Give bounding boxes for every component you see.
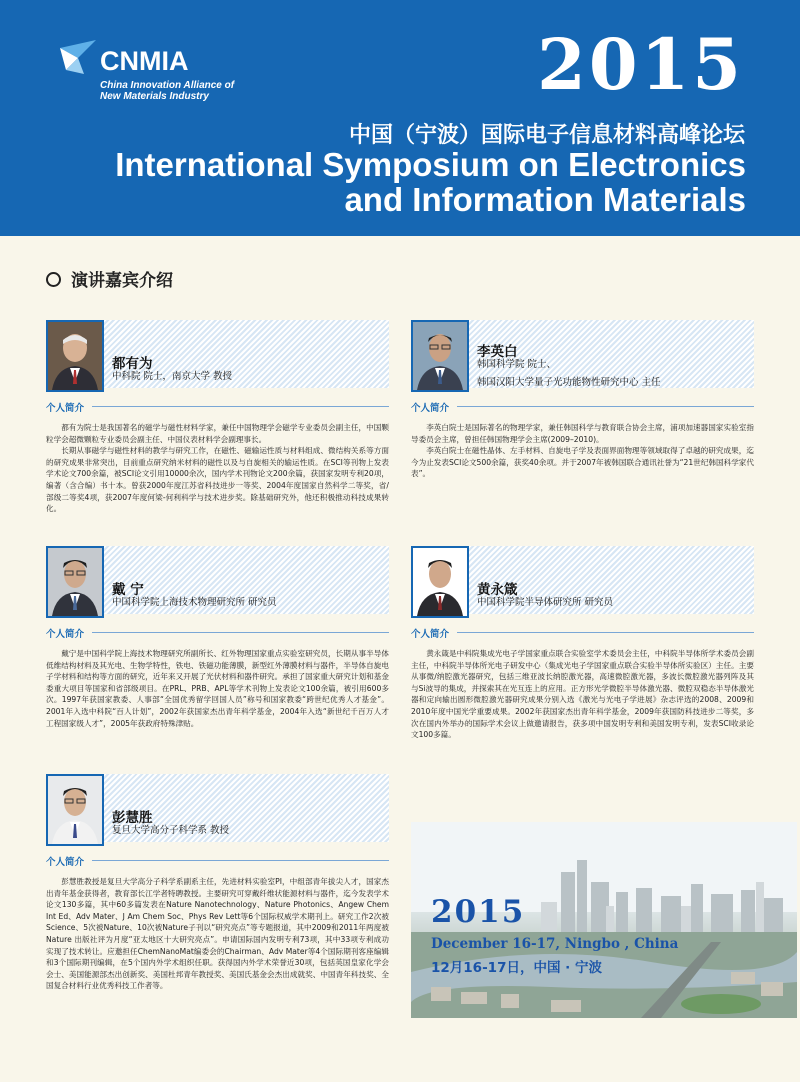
speaker-affiliation: 中国科学院上海技术物理研究所 研究员 <box>112 597 277 608</box>
speaker-name: 戴 宁 <box>112 582 144 598</box>
speaker-affiliation: 韩国汉阳大学量子光功能物性研究中心 主任 <box>477 377 661 388</box>
speaker-bio: 黄永箴是中科院集成光电子学国家重点联合实验室学术委员会主任，中科院半导体所学术委员会副主任，中科院半导体所光电子研发中心（集成光电子学国家重点联合实验半导体所实验区）主任。主要从事微/纳腔激光器研究，包括三维亚波长纳腔激光器，高速微腔激光器，多波长微腔激光器列阵及其与Si波导的集成，并探索其在光互连上的应用。正方形光学微腔半导体激光器、微腔双稳态半导体激光器和定向输出圆形微腔激光器研究成果分别入选《激光与光电子学进展》杂志评选的2008、2009和2010年度中国光学重要成果。2002年获国家杰出青年科学基金，2009年获国防科技进步二等奖，多次在国内外举办的国际学术会议上做邀请报告，获多项中国发明专利和美国发明专利，发表SCI收录论文100多篇。 <box>411 649 754 740</box>
title-english-line-1: International Symposium on Electronics <box>115 146 746 183</box>
section-title: 演讲嘉宾介绍 <box>46 266 173 291</box>
speaker-bio: 戴宁是中国科学院上海技术物理研究所副所长、红外物理国家重点实验室研究员，长期从事半导体低维结构材料及其光电、生物学特性，铁电、铁磁功能薄膜，新型红外薄膜材料与器件，半导体自旋电子学材料和结构等方面的研究，近年来又开展了光伏材料和器件研究。承担了国家重大研究计划和基金委重大项目等国家和省部级项目。在PRL、PRB、APL等学术刊物上发表论文100余篇，被引用600多次。1997年获国家教委、人事部“全国优秀留学回国人员”称号和国家教委“跨世纪优秀人才基金”。2001年入选中科院“百人计划”，2002年获国家杰出青年科学基金，2004年入选“新世纪千百万人才工程国家级人才”，2005年获政府特殊津贴。 <box>46 649 389 728</box>
ningbo-city-image <box>411 822 797 1018</box>
speaker-affiliation: 中科院 院士，南京大学 教授 <box>112 371 233 382</box>
header-year: 2015 <box>537 23 744 106</box>
speaker-name: 黄永箴 <box>477 582 518 598</box>
speaker-bio: 李英白院士是国际著名的物理学家，兼任韩国科学与教育联合协会主席，浦项加速器国家实验室指导委员会主席，曾担任韩国物理学会主席(2009–2010)。 李英白院士在磁性晶体、左手材料、自旋电子学及表面界面物理等领域取得了卓越的研究成果，迄今为止发表SCI论文500余篇，获奖40余项。并于2007年被韩国联合通讯社誉为“21世纪韩国科学家代表”。 <box>411 423 754 479</box>
title-chinese: 中国（宁波）国际电子信息材料高峰论坛 <box>348 123 745 148</box>
speaker-photo <box>46 774 104 846</box>
logo-name: CNMIA <box>100 46 189 76</box>
speaker-bio: 都有为院士是我国著名的磁学与磁性材料学家，兼任中国物理学会磁学专业委员会副主任，中国颗粒学会超微颗粒专业委员会副主任、中国仪表材料学会副理事长。 长期从事磁学与磁性材料的教学与研究工作，在磁性、磁输运性质与材料组成、微结构关系等方面的研究成果非常突出，目前重点研究纳米材料的磁性以及与自旋相关的输运性质。在SCI等刊物上发表学术论文700余篇，被SCI论文引用10000余次，国内学术刊物论文200余篇，获国家发明专利20项，编著（含合编）书十本。曾获2000年度江苏省科技进步一等奖、2004年度国家自然科学二等奖，省/部级二等奖4项，获2007年度何梁-何利科学与技术进步奖。除基础研究外，他还积极推动科技成果转化。 <box>46 423 389 514</box>
circle-bullet-icon <box>46 272 61 287</box>
speaker-affiliation: 中国科学院半导体研究所 研究员 <box>477 597 614 608</box>
title-english-line-2: and Information Materials <box>344 181 746 218</box>
bio-heading: 个人简介 <box>46 403 85 414</box>
cnmia-logo <box>58 36 235 102</box>
speaker-name: 彭慧胜 <box>112 810 153 826</box>
event-date-english: December 16-17, Ningbo , China <box>431 936 679 952</box>
speaker-photo <box>46 546 104 618</box>
speaker-affiliation: 复旦大学高分子科学系 教授 <box>112 825 230 836</box>
header-banner <box>0 0 800 236</box>
bio-heading: 个人简介 <box>46 629 85 640</box>
speaker-photo <box>411 546 469 618</box>
speaker-bio: 彭慧胜教授是复旦大学高分子科学系副系主任，先进材料实验室PI，中组部青年拔尖人才，国家杰出青年基金获得者，教育部长江学者特聘教授。主要研究可穿戴纤维状能源材料与器件，迄今发表学术论文130多篇，其中60多篇发表在Nature Nanotechnology、Nature Photonics、Angew Chem Int Ed、Adv Mater、J Am Chem Soc、Phys Rev Lett等6个国际权威学术期刊上。研究工作2次被Science、5次被Nature、10次被Nature子刊以“研究亮点”等专题报道，其中2009和2011年两度被 Nature 出版社评为月度“亚太地区十大研究亮点”。申请国际国内发明专利73项，其中33项专利成功实现了技术转让。应邀担任ChemNanoMat编委会的Chairman、Adv Mater等4个国际期刊客座编辑和3个国际期刊编辑，在5个国内外学术组织任职。获得国内外学术荣誉近30项，包括英国皇家化学会会士、美国能源部杰出创新奖、美国杜邦青年教授奖、美国氏基金会杰出成就奖、中国青年科技奖、全国复合材料行业优秀科技工作者等。 <box>46 877 389 991</box>
bio-heading: 个人简介 <box>46 857 85 868</box>
bio-heading: 个人简介 <box>411 629 450 640</box>
speaker-name: 李英白 <box>477 344 518 360</box>
speaker-photo <box>411 320 469 392</box>
title-english <box>115 147 746 217</box>
event-year: 2015 <box>431 894 526 930</box>
logo-mark-icon <box>58 36 98 76</box>
speaker-name: 都有为 <box>112 356 153 372</box>
speaker-photo <box>46 320 104 392</box>
bio-heading: 个人简介 <box>411 403 450 414</box>
event-date-chinese: 12月16-17日，中国 · 宁波 <box>431 960 602 976</box>
speaker-affiliation: 韩国科学院 院士、 <box>477 359 557 370</box>
logo-subtitle: China Innovation Alliance of New Materials Industry <box>100 80 235 102</box>
